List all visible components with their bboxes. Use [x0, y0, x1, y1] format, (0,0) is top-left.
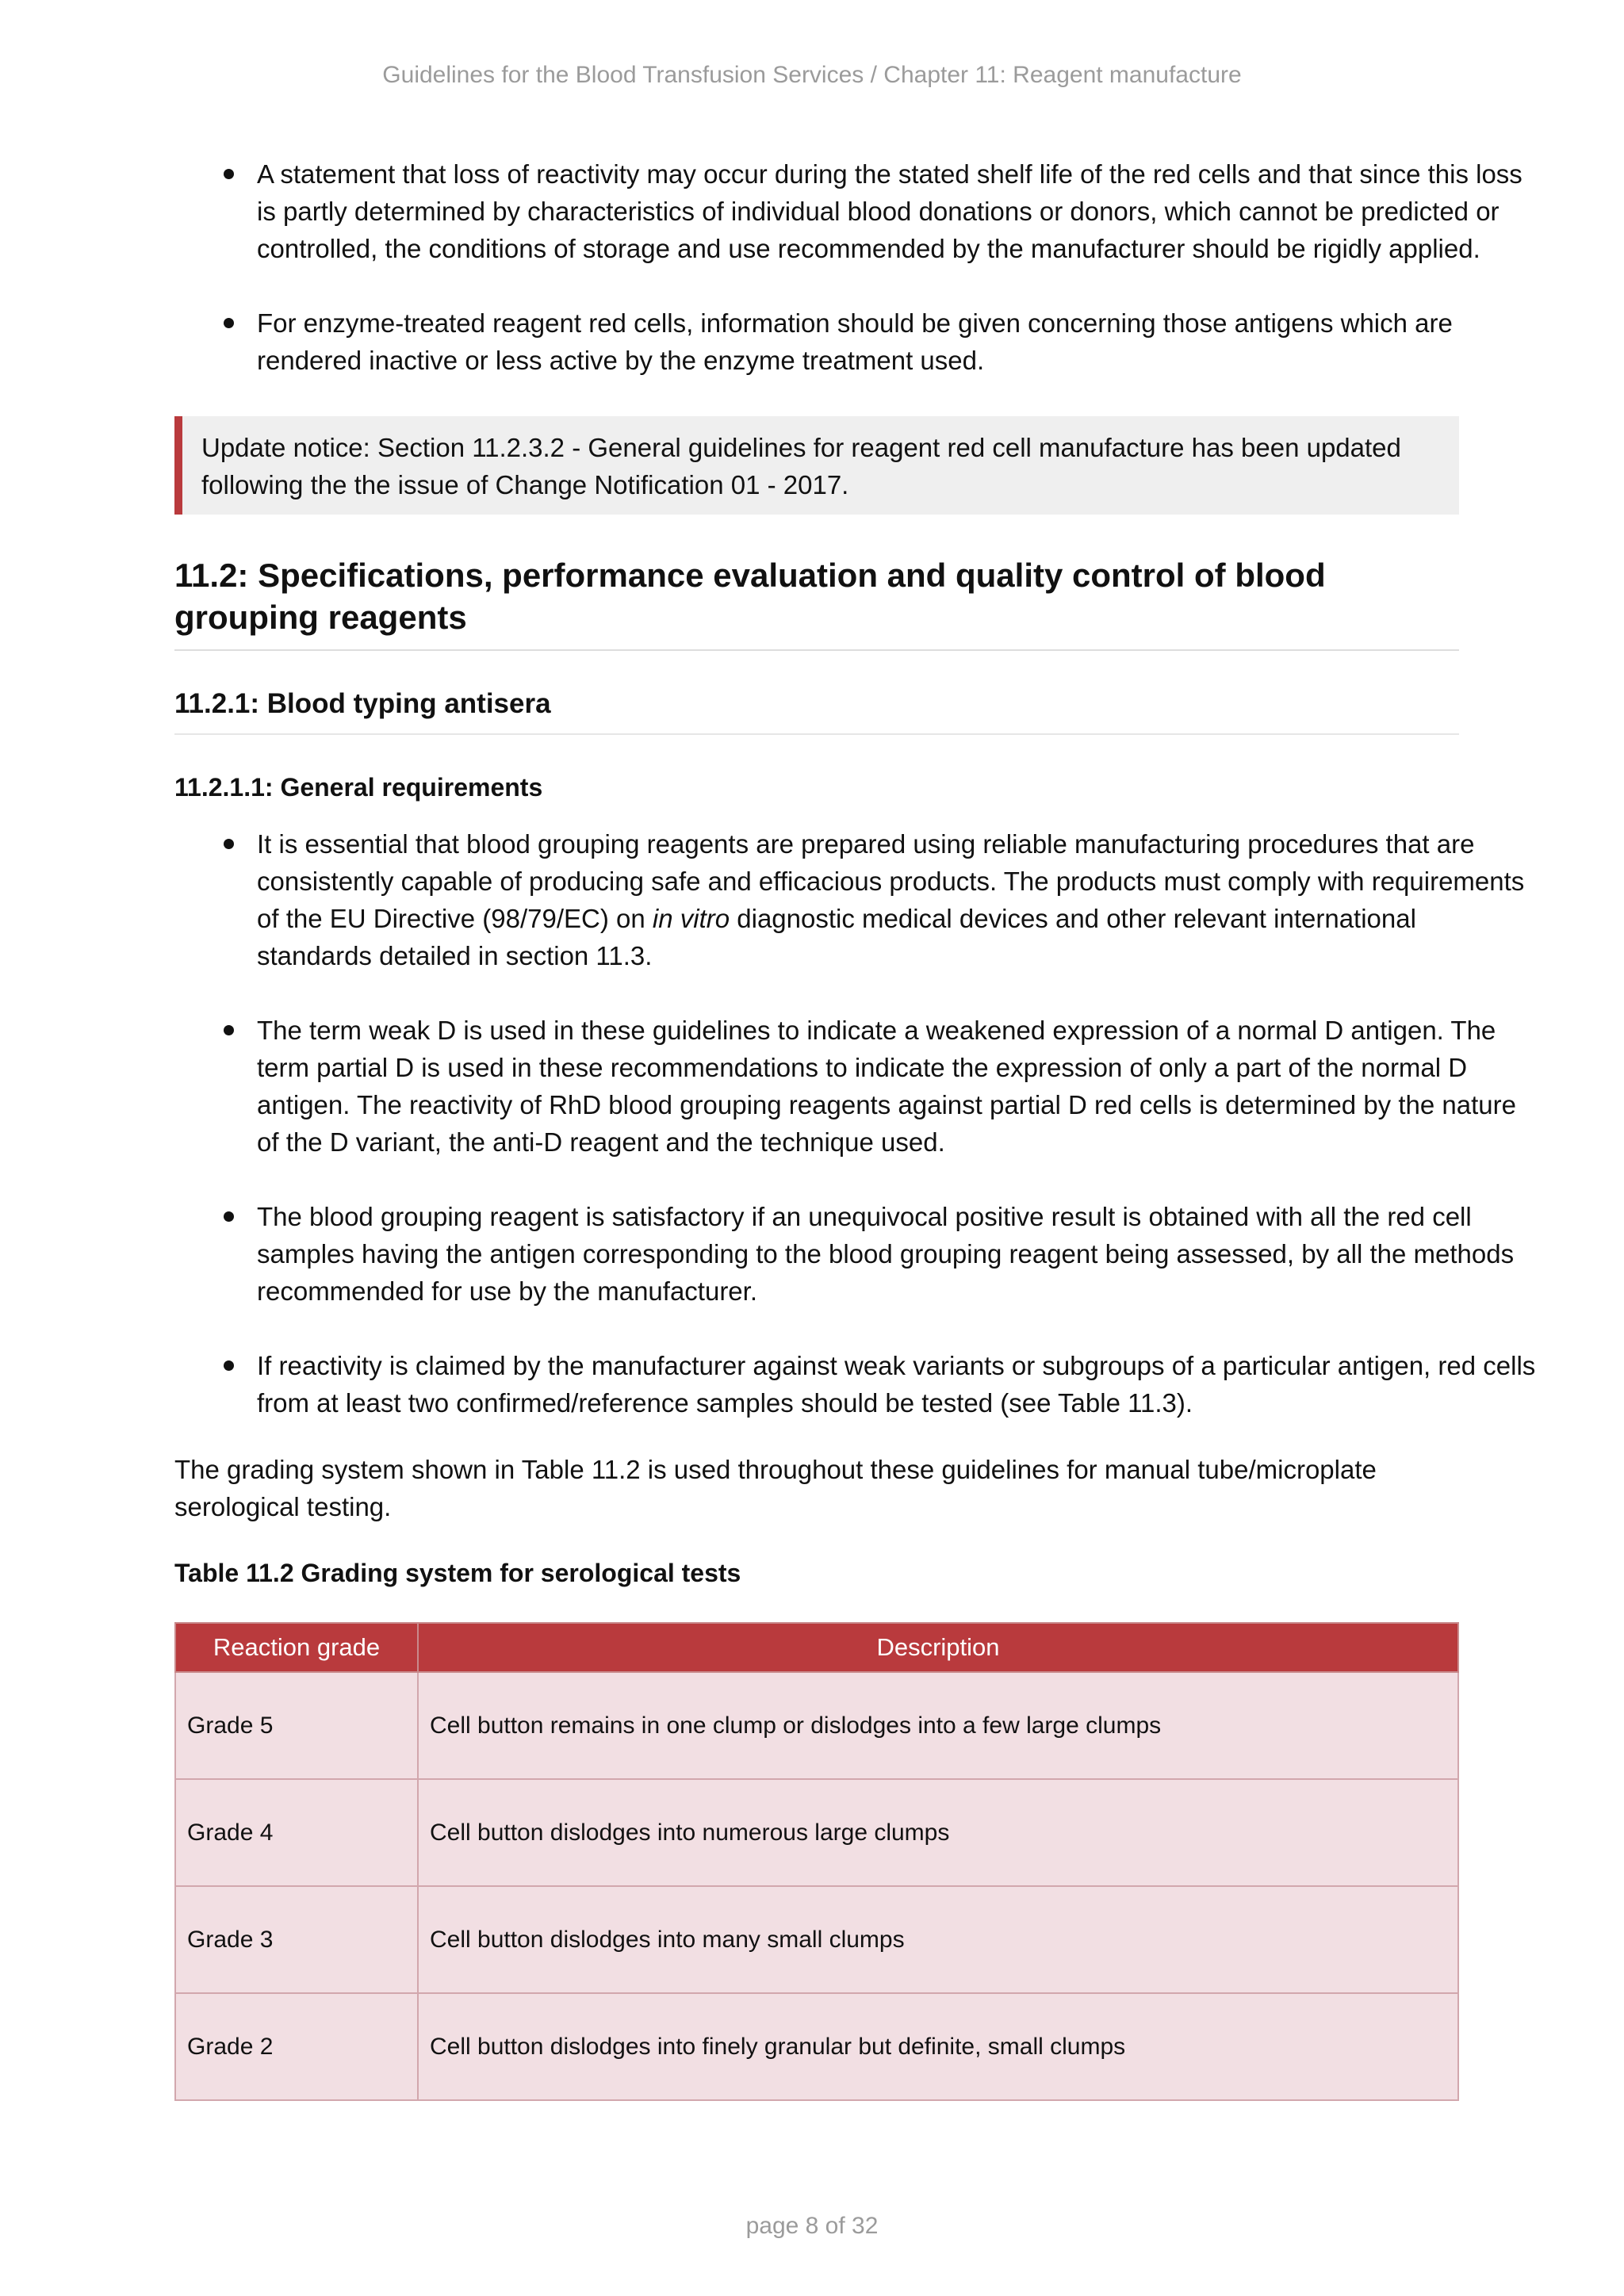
- list-item-text: A statement that loss of reactivity may occur during the stated shelf life of the red cells and that since this loss is partly determined by characteristics of individual blood donations or donors, which cannot be predicted or controlled, the conditions of storage and use recommended by the manufacturer should be rigidly applied.: [257, 159, 1522, 263]
- description-cell: Cell button dislodges into numerous large clumps: [418, 1779, 1458, 1886]
- grade-cell: Grade 4: [175, 1779, 418, 1886]
- column-header-description: Description: [418, 1623, 1458, 1672]
- list-item: [174, 825, 1538, 974]
- table-header-row: [175, 1623, 1458, 1672]
- body-paragraph: The grading system shown in Table 11.2 is used throughout these guidelines for manual tube/microplate serological testing.: [174, 1455, 1377, 1521]
- running-header: Guidelines for the Blood Transfusion Services / Chapter 11: Reagent manufacture: [382, 62, 1242, 88]
- table-row: [175, 1779, 1458, 1886]
- subsubsection-heading: 11.2.1.1: General requirements: [174, 773, 543, 802]
- list-item: [174, 304, 1538, 379]
- page-content: [174, 155, 1536, 2101]
- list-item-text: The term weak D is used in these guidelines to indicate a weakened expression of a normal D antigen. The term partial D is used in these recommendations to indicate the expression of only a part of the normal D antigen. The reactivity of RhD blood grouping reagents against partial D red cells is determined by the nature of the D variant, the anti-D reagent and the technique used.: [257, 1016, 1516, 1157]
- list-item-text: The blood grouping reagent is satisfactory if an unequivocal positive result is obtained with all the red cell samples having the antigen corresponding to the blood grouping reagent being assessed, by all the methods recommended for use by the manufacturer.: [257, 1202, 1515, 1306]
- update-notice: Update notice: Section 11.2.3.2 - General guidelines for reagent red cell manufacture has been updated following the the issue of Change Notification 01 - 2017.: [174, 416, 1459, 515]
- bullet-icon: [224, 1025, 234, 1035]
- column-header-reaction-grade: Reaction grade: [175, 1623, 418, 1672]
- bullet-icon: [224, 839, 234, 849]
- grading-table: [174, 1622, 1459, 2101]
- requirements-bullet-list: [174, 825, 1536, 1422]
- list-item: [174, 1012, 1538, 1161]
- grade-cell: Grade 5: [175, 1672, 418, 1779]
- bullet-icon: [224, 169, 234, 179]
- page-bottom-margin: [0, 2150, 1624, 2198]
- bullet-icon: [224, 1211, 234, 1222]
- intro-bullet-list: [174, 155, 1522, 379]
- italic-term: in vitro: [652, 904, 730, 933]
- bullet-icon: [224, 1360, 234, 1371]
- table-row: [175, 1672, 1458, 1779]
- list-item-text: It is essential that blood grouping reagents are prepared using reliable manufacturing procedures that are consistently capable of producing safe and efficacious products. The products must comply with requirements of the EU Directive (98/79/EC) on in vitro diagnostic medical devices and other relevant international standards detailed in section 11.3.: [257, 829, 1525, 970]
- description-cell: Cell button dislodges into many small clumps: [418, 1886, 1458, 1993]
- table-caption: Table 11.2 Grading system for serological tests: [174, 1559, 741, 1587]
- list-item: [174, 1198, 1538, 1310]
- subsection-heading: 11.2.1: Blood typing antisera: [174, 686, 1459, 735]
- list-item-text: For enzyme-treated reagent red cells, information should be given concerning those antigens which are rendered inactive or less active by the enzyme treatment used.: [257, 308, 1453, 375]
- section-heading: 11.2: Specifications, performance evaluation and quality control of blood grouping reagents: [174, 554, 1459, 651]
- list-item: [174, 155, 1538, 267]
- table-row: [175, 1886, 1458, 1993]
- grade-cell: Grade 3: [175, 1886, 418, 1993]
- grade-cell: Grade 2: [175, 1993, 418, 2100]
- description-cell: Cell button remains in one clump or dislodges into a few large clumps: [418, 1672, 1458, 1779]
- table-row: [175, 1993, 1458, 2100]
- page-number: page 8 of 32: [745, 2213, 879, 2239]
- list-item-text: If reactivity is claimed by the manufacturer against weak variants or subgroups of a particular antigen, red cells from at least two confirmed/reference samples should be tested (see Table 11.3).: [257, 1351, 1536, 1418]
- description-cell: Cell button dislodges into finely granular but definite, small clumps: [418, 1993, 1458, 2100]
- list-item: [174, 1347, 1538, 1422]
- bullet-icon: [224, 318, 234, 328]
